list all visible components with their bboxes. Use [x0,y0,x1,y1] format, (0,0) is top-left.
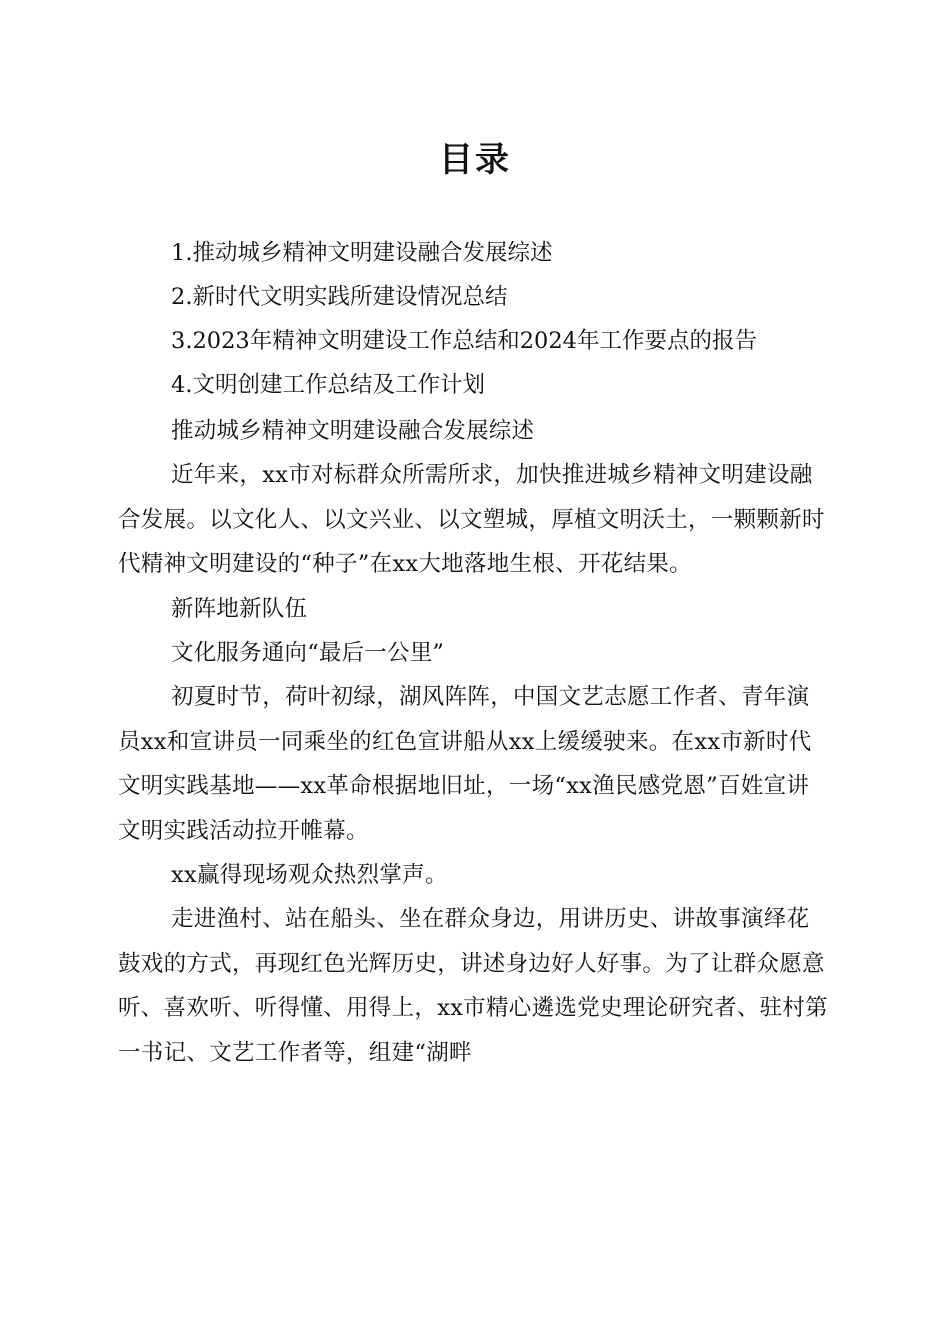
toc-item: 2.新时代文明实践所建设情况总结 [171,284,508,310]
toc-item: 1.推动城乡精神文明建设融合发展综述 [171,240,553,266]
article-title: 推动城乡精神文明建设融合发展综述 [171,418,535,444]
section-heading: 新阵地新队伍 [171,595,308,622]
body-paragraph: 近年来，xx市对标群众所需所求，加快推进城乡精神文明建设融合发展。以文化人、以文兴业、以文塑城，厚植文明沃土，一颗颗新时代精神文明建设的“种子”在xx大地落地生根、开花结果。 [118,462,825,578]
toc-item: 4.文明创建工作总结及工作计划 [171,372,485,398]
body-paragraph: 初夏时节，荷叶初绿，湖风阵阵，中国文艺志愿工作者、青年演员xx和宣讲员一同乘坐的红色宣讲船从xx上缓缓驶来。在xx市新时代文明实践基地——xx革命根据地旧址，一场“xx渔民感党恩”百姓宣讲文明实践活动拉开帷幕。 [118,684,812,844]
body-paragraph: xx赢得现场观众热烈掌声。 [171,862,448,889]
toc-item: 3.2023年精神文明建设工作总结和2024年工作要点的报告 [171,328,757,354]
table-of-contents [118,231,830,407]
page-title: 目录 [439,140,511,180]
section-subheading: 文化服务通向“最后一公里” [171,640,445,667]
body-paragraph: 走进渔村、站在船头、坐在群众身边，用讲历史、讲故事演绎花鼓戏的方式，再现红色光辉历史，讲述身边好人好事。为了让群众愿意听、喜欢听、听得懂、用得上，xx市精心遴选党史理论研究者、驻村第一书记、文艺工作者等，组建“湖畔 [118,906,828,1066]
document-body [118,409,830,1075]
